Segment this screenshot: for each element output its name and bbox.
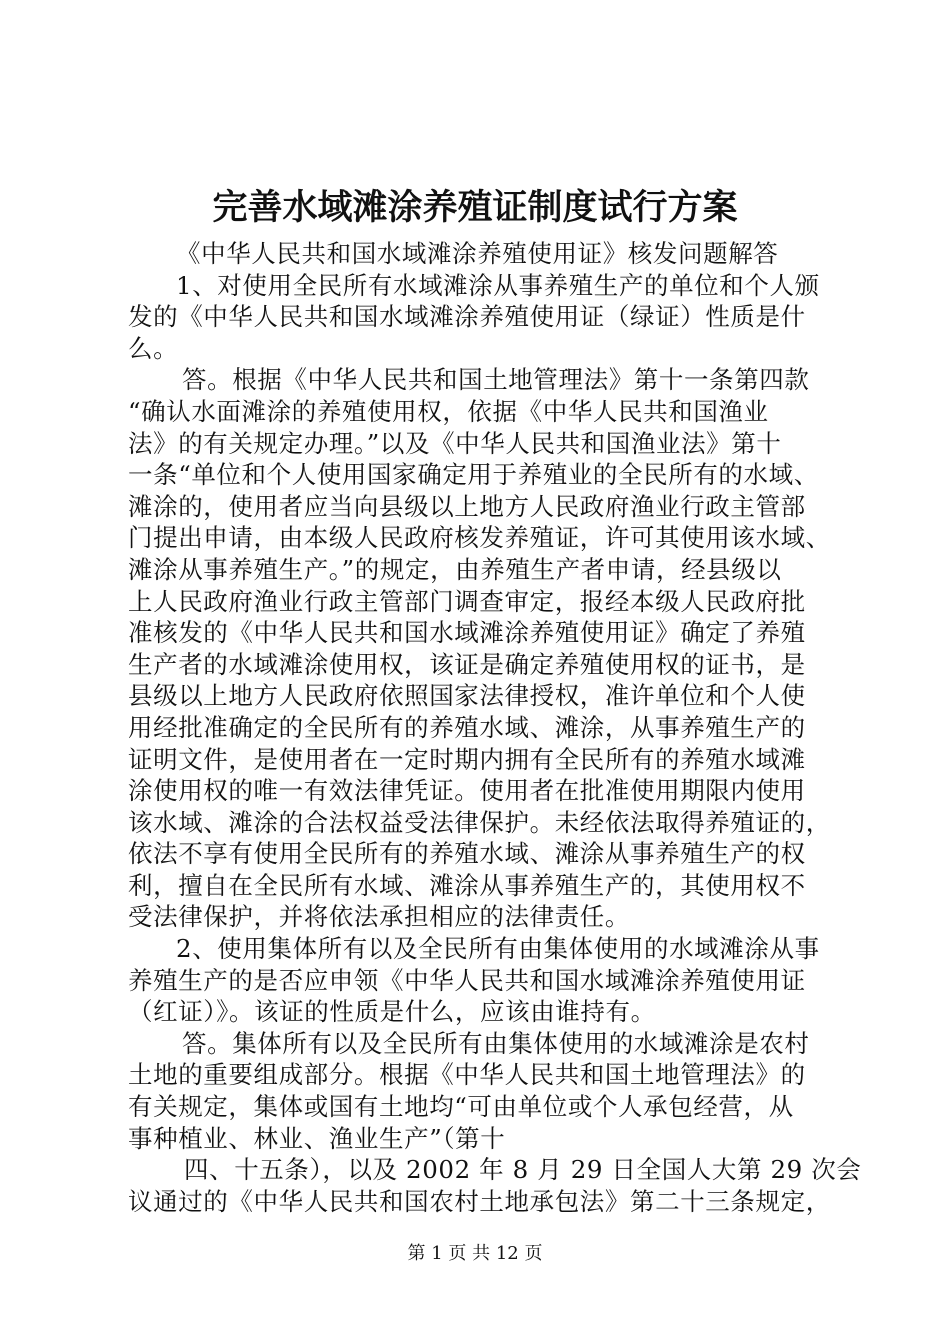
paragraph-line: 土地的重要组成部分。根据《中华人民共和国土地管理法》的: [128, 1060, 806, 1090]
paragraph-line: 发的《中华人民共和国水域滩涂养殖使用证（绿证）性质是什: [128, 302, 806, 332]
paragraph-line: 么。: [128, 333, 179, 363]
paragraph-line: 上人民政府渔业行政主管部门调查审定，报经本级人民政府批: [128, 586, 806, 616]
paragraph-line: 有关规定，集体或国有土地均“可由单位或个人承包经营，从: [128, 1092, 794, 1122]
page-footer: 第 1 页 共 12 页: [407, 1243, 543, 1264]
paragraph-line: 生产者的水域滩涂使用权，该证是确定养殖使用权的证书，是: [128, 649, 806, 679]
paragraph-line: 依法不享有使用全民所有的养殖水域、滩涂从事养殖生产的权: [128, 839, 806, 869]
paragraph-line: 受法律保护，并将依法承担相应的法律责任。: [128, 902, 630, 932]
paragraph-line: 事种植业、林业、渔业生产”（第十: [128, 1123, 506, 1153]
paragraph-line: “确认水面滩涂的养殖使用权，依据《中华人民共和国渔业: [128, 396, 769, 426]
paragraph-line: 准核发的《中华人民共和国水域滩涂养殖使用证》确定了养殖: [128, 618, 806, 648]
paragraph-line: 四、十五条），以及 2002 年 8 月 29 日全国人大第 29 次会: [184, 1155, 862, 1185]
paragraph-line: 养殖生产的是否应申领《中华人民共和国水域滩涂养殖使用证: [128, 965, 806, 995]
paragraph-line: 用经批准确定的全民所有的养殖水域、滩涂，从事养殖生产的: [128, 712, 806, 742]
paragraph-line: 涂使用权的唯一有效法律凭证。使用者在批准使用期限内使用: [128, 776, 806, 806]
paragraph-line: （红证）》。该证的性质是什么，应该由谁持有。: [128, 997, 656, 1027]
paragraph-line: 县级以上地方人民政府依照国家法律授权，准许单位和个人使: [128, 681, 806, 711]
paragraph-line: 门提出申请，由本级人民政府核发养殖证，许可其使用该水域、: [128, 523, 831, 553]
paragraph-line: 滩涂从事养殖生产。”的规定，由养殖生产者申请，经县级以: [128, 554, 782, 584]
paragraph-line: 滩涂的，使用者应当向县级以上地方人民政府渔业行政主管部: [128, 491, 806, 521]
paragraph-line: 答。集体所有以及全民所有由集体使用的水域滩涂是农村: [182, 1028, 810, 1058]
paragraph-line: 1、对使用全民所有水域滩涂从事养殖生产的单位和个人颁: [176, 270, 820, 300]
paragraph-line: 答。根据《中华人民共和国土地管理法》第十一条第四款: [182, 365, 810, 395]
paragraph-line: 议通过的《中华人民共和国农村土地承包法》第二十三条规定，: [128, 1186, 831, 1216]
paragraph-line: 该水域、滩涂的合法权益受法律保护。未经依法取得养殖证的，: [128, 807, 831, 837]
paragraph-line: 证明文件，是使用者在一定时期内拥有全民所有的养殖水域滩: [128, 744, 806, 774]
paragraph-line: 利，擅自在全民所有水域、滩涂从事养殖生产的，其使用权不: [128, 870, 806, 900]
subtitle: 《中华人民共和国水域滩涂养殖使用证》核发问题解答: [176, 239, 779, 268]
paragraph-line: 2、使用集体所有以及全民所有由集体使用的水域滩涂从事: [176, 934, 820, 964]
document-title: 完善水域滩涂养殖证制度试行方案: [212, 188, 738, 228]
document-body: [128, 238, 862, 1217]
paragraph-line: 一条“单位和个人使用国家确定用于养殖业的全民所有的水域、: [128, 460, 819, 490]
paragraph-line: 法》的有关规定办理。”以及《中华人民共和国渔业法》第十: [128, 428, 782, 458]
